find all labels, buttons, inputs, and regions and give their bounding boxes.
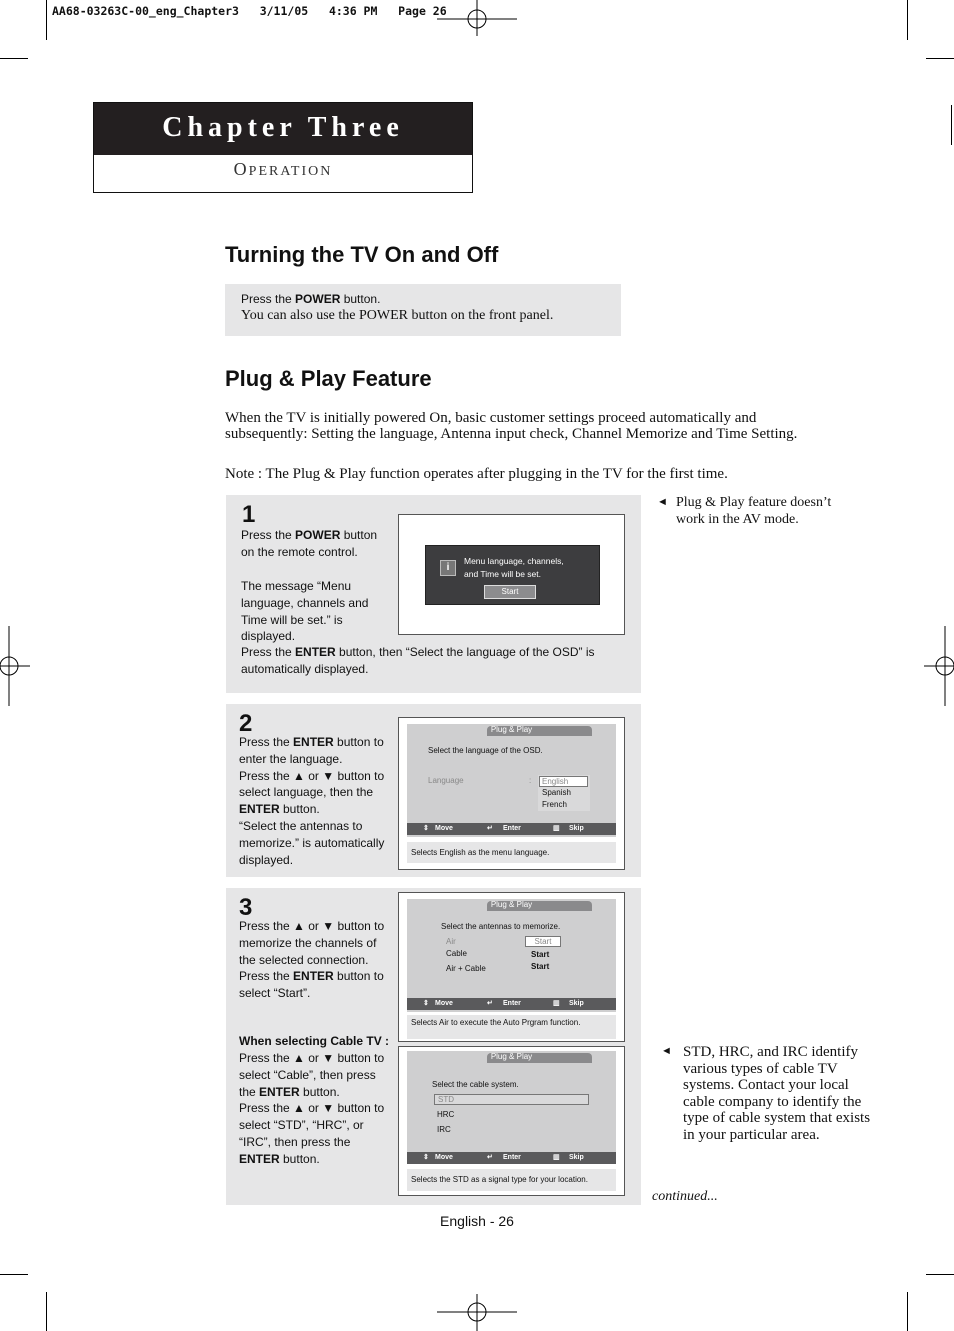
note-arrow-icon: ◄	[657, 496, 668, 508]
crop-mark	[951, 105, 952, 145]
step-2-caption: Selects English as the menu language.	[407, 842, 616, 863]
text: Press the ▲ or ▼ button to select language, then the	[239, 768, 385, 800]
nav-skip: Skip	[569, 1000, 584, 1007]
chapter-header	[93, 102, 473, 193]
step-1-text-c	[241, 644, 621, 678]
text: Press the	[241, 528, 296, 542]
text-bold: ENTER	[295, 645, 336, 659]
text-bold: ENTER	[239, 1151, 280, 1166]
start-toggle-air[interactable]: Start	[525, 936, 561, 947]
chapter-subtitle	[94, 159, 472, 180]
registration-mark	[0, 626, 30, 706]
side-note-av-mode: Plug & Play feature doesn’t work in the AV mode.	[676, 495, 832, 527]
nav-enter: Enter	[503, 1154, 521, 1161]
nav-enter: Enter	[503, 825, 521, 832]
crop-mark	[926, 1274, 954, 1275]
section-heading-power: Turning the TV On and Off	[225, 242, 499, 267]
language-option-english[interactable]: English	[539, 776, 588, 787]
language-option-spanish[interactable]: Spanish	[542, 788, 571, 797]
chapter-title: Chapter Three	[94, 103, 472, 155]
osd-prompt: Select the cable system.	[432, 1080, 519, 1089]
side-note-cable-systems: STD, HRC, and IRC identify various types of cable TV systems. Contact your local cable company to identify the type of cable system that exists in your particular area.	[683, 1044, 871, 1143]
osd-label-language: Language	[428, 776, 464, 785]
cable-heading: When selecting Cable TV :	[239, 1034, 390, 1048]
osd-title: Plug & Play	[490, 900, 533, 909]
power-note: You can also use the POWER button on the front panel.	[241, 308, 554, 323]
osd-nav-bar	[407, 823, 616, 835]
crop-mark	[46, 0, 47, 40]
text: button.	[279, 1151, 320, 1166]
step-3-caption-antenna: Selects Air to execute the Auto Prgram function.	[407, 1015, 616, 1039]
text: Press the ▲ or ▼ button to select “STD”, “HRC”, or “IRC”, then press the	[239, 1101, 385, 1149]
registration-mark	[437, 1294, 517, 1331]
power-instruction	[241, 292, 380, 306]
nav-move: Move	[435, 1000, 453, 1007]
move-icon: ⇕	[423, 825, 429, 832]
chapter-subtitle-cap: O	[233, 159, 249, 179]
crop-mark	[0, 58, 28, 59]
page-footer: English - 26	[440, 1213, 514, 1229]
osd-window	[407, 1051, 616, 1164]
text: button.	[279, 802, 320, 817]
move-icon: ⇕	[423, 1000, 429, 1007]
enter-icon: ↵	[487, 1000, 493, 1007]
step-1-screen	[398, 514, 625, 635]
start-toggle-cable[interactable]: Start	[531, 950, 550, 959]
registration-mark	[437, 0, 517, 40]
step-1-text-b: The message “Menu language, channels and Time will be set.” is displayed.	[241, 579, 369, 644]
step-number: 3	[239, 894, 253, 921]
step-number: 2	[239, 710, 253, 737]
skip-icon: ▥	[553, 825, 560, 832]
text: button.	[340, 292, 381, 306]
note-arrow-icon: ◄	[661, 1045, 672, 1057]
text: button, then “Select the language of the OSD” is automatically displayed.	[241, 645, 595, 676]
nav-enter: Enter	[503, 1000, 521, 1007]
text: button on the remote control.	[241, 528, 378, 559]
antenna-option-air-cable[interactable]: Air + Cable	[446, 964, 486, 973]
text: Press the	[241, 292, 296, 306]
skip-icon: ▥	[553, 1154, 560, 1161]
text: “Select the antennas to memorize.” is automatically displayed.	[239, 818, 385, 867]
cable-option-irc[interactable]: IRC	[437, 1125, 451, 1134]
text-bold: ENTER	[259, 1084, 300, 1099]
text: Press the	[239, 735, 294, 749]
move-icon: ⇕	[423, 1154, 429, 1161]
osd-nav-bar	[407, 998, 616, 1010]
step-2-screen	[398, 717, 625, 870]
step-3-caption-cable: Selects the STD as a signal type for your location.	[407, 1169, 616, 1191]
tv-message-line-2: and Time will be set.	[464, 569, 542, 579]
nav-skip: Skip	[569, 1154, 584, 1161]
cable-option-std[interactable]: STD	[434, 1094, 589, 1105]
chapter-subtitle-rest: PERATION	[248, 164, 333, 179]
enter-icon: ↵	[487, 825, 493, 832]
text-bold: ENTER	[293, 735, 334, 749]
osd-prompt: Select the language of the OSD.	[428, 746, 543, 755]
text: Press the ▲ or ▼ button to memorize the channels of the selected connection. Press the	[239, 919, 385, 984]
step-3-panel	[226, 888, 641, 1205]
text-bold: ENTER	[293, 969, 334, 984]
crop-mark	[907, 0, 908, 40]
text: button to enter the language.	[239, 735, 384, 766]
start-button[interactable]: Start	[484, 585, 536, 599]
language-option-french[interactable]: French	[542, 800, 567, 809]
registration-mark	[924, 626, 954, 706]
step-1-panel	[226, 495, 641, 693]
osd-nav-bar	[407, 1152, 616, 1164]
text: button.	[299, 1084, 340, 1099]
step-3-screen-antenna	[398, 892, 625, 1042]
plug-play-intro: When the TV is initially powered On, basic customer settings proceed automatically and subsequently: Setting the language, Antenna input check, Channel Memorize and Time Setting.	[225, 410, 798, 442]
nav-move: Move	[435, 825, 453, 832]
cable-option-hrc[interactable]: HRC	[437, 1110, 455, 1119]
text-bold: ENTER	[239, 802, 280, 817]
nav-move: Move	[435, 1154, 453, 1161]
osd-prompt: Select the antennas to memorize.	[441, 922, 561, 931]
osd-title: Plug & Play	[490, 725, 533, 734]
step-2-panel	[226, 704, 641, 877]
osd-colon: :	[529, 776, 532, 785]
print-slug: AA68-03263C-00_eng_Chapter3 3/11/05 4:36 PM Page 26	[52, 4, 447, 18]
start-toggle-air-cable[interactable]: Start	[531, 962, 550, 971]
power-info-box	[225, 284, 621, 336]
step-1-text-a	[241, 527, 393, 561]
crop-mark	[907, 1292, 908, 1331]
step-number: 1	[242, 501, 256, 528]
text: Press the ▲ or ▼ button to select “Cable”, then press the	[239, 1051, 385, 1099]
osd-title: Plug & Play	[490, 1052, 533, 1061]
osd-window	[407, 899, 616, 1012]
step-3-text-b	[239, 1050, 389, 1168]
text-bold: POWER	[295, 528, 341, 542]
text: button to select “Start”.	[239, 969, 384, 1001]
step-3-screen-cable	[398, 1046, 625, 1196]
step-3-text-a	[239, 918, 389, 1002]
tv-message-line-1: Menu language, channels,	[464, 556, 564, 566]
osd-window	[407, 724, 616, 837]
tv-message-window	[425, 545, 600, 605]
crop-mark	[46, 1292, 47, 1331]
text-bold: POWER	[295, 292, 341, 306]
crop-mark	[926, 58, 954, 59]
crop-mark	[0, 1274, 28, 1275]
antenna-option-cable[interactable]: Cable	[446, 949, 467, 958]
step-2-text-a	[239, 734, 389, 868]
info-icon: i	[440, 560, 456, 576]
nav-skip: Skip	[569, 825, 584, 832]
text: Press the	[241, 645, 296, 659]
skip-icon: ▥	[553, 1000, 560, 1007]
continued-label: continued...	[652, 1189, 718, 1204]
plug-play-note: Note : The Plug & Play function operates after plugging in the TV for the first time.	[225, 466, 728, 482]
antenna-option-air[interactable]: Air	[446, 937, 456, 946]
enter-icon: ↵	[487, 1154, 493, 1161]
section-heading-plug-play: Plug & Play Feature	[225, 366, 432, 391]
